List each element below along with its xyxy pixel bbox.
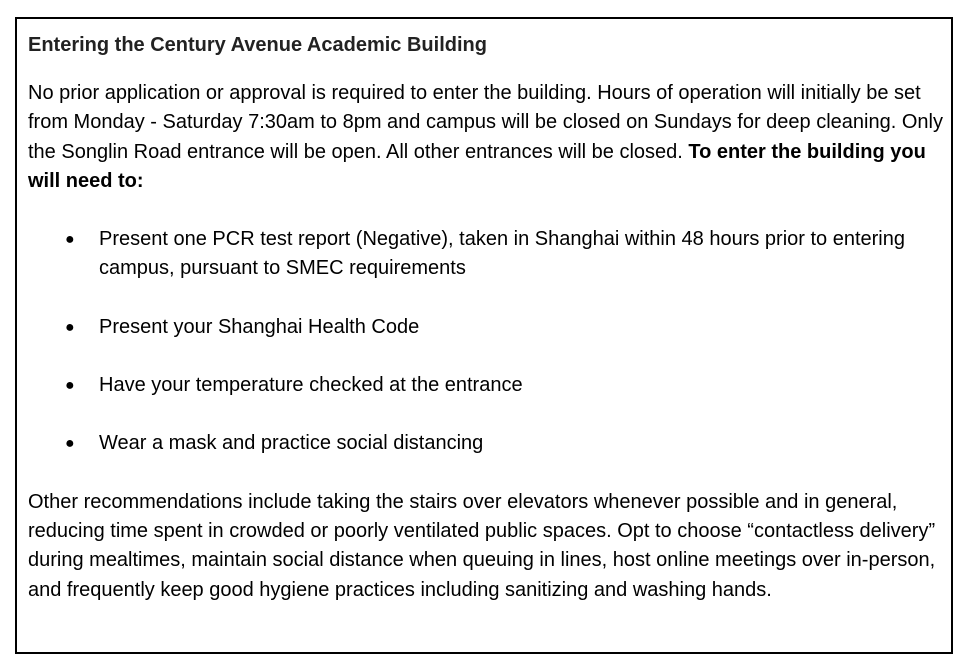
intro-paragraph [28,79,951,196]
list-item [28,371,951,400]
bullet-icon: ● [65,231,75,249]
bullet-icon: ● [65,318,75,336]
list-item [28,313,951,342]
list-item-text: Present one PCR test report (Negative), taken in Shanghai within 48 hours prior to entering campus, pursuant to SMEC requirements [99,228,905,280]
notice-box [15,17,953,654]
list-item-text: Present your Shanghai Health Code [99,315,420,338]
list-item [28,429,951,458]
notice-title: Entering the Century Avenue Academic Building [28,34,487,56]
list-item [28,225,951,284]
intro-text: No prior application or approval is required to enter the building. Hours of operation will initially be set from Monday - Saturday 7:30am to 8pm and campus will be closed on Sundays for deep cleaning. Only the Songlin Road entrance will be open. All other entrances will be closed. [28,82,943,163]
closing-paragraph: Other recommendations include taking the stairs over elevators whenever possible and in general, reducing time spent in crowded or poorly ventilated public spaces. Opt to choose “contactless delivery” during mealtimes, maintain social distance when queuing in lines, host online meetings over in-person, and frequently keep good hygiene practices including sanitizing and washing hands. [28,490,936,601]
bullet-icon: ● [65,377,75,395]
list-item-text: Have your temperature checked at the entrance [99,374,523,397]
requirements-list [28,225,951,458]
bullet-icon: ● [65,435,75,453]
intro-bold-text: To enter the building you will need to: [28,140,926,192]
list-item-text: Wear a mask and practice social distancing [99,432,484,455]
